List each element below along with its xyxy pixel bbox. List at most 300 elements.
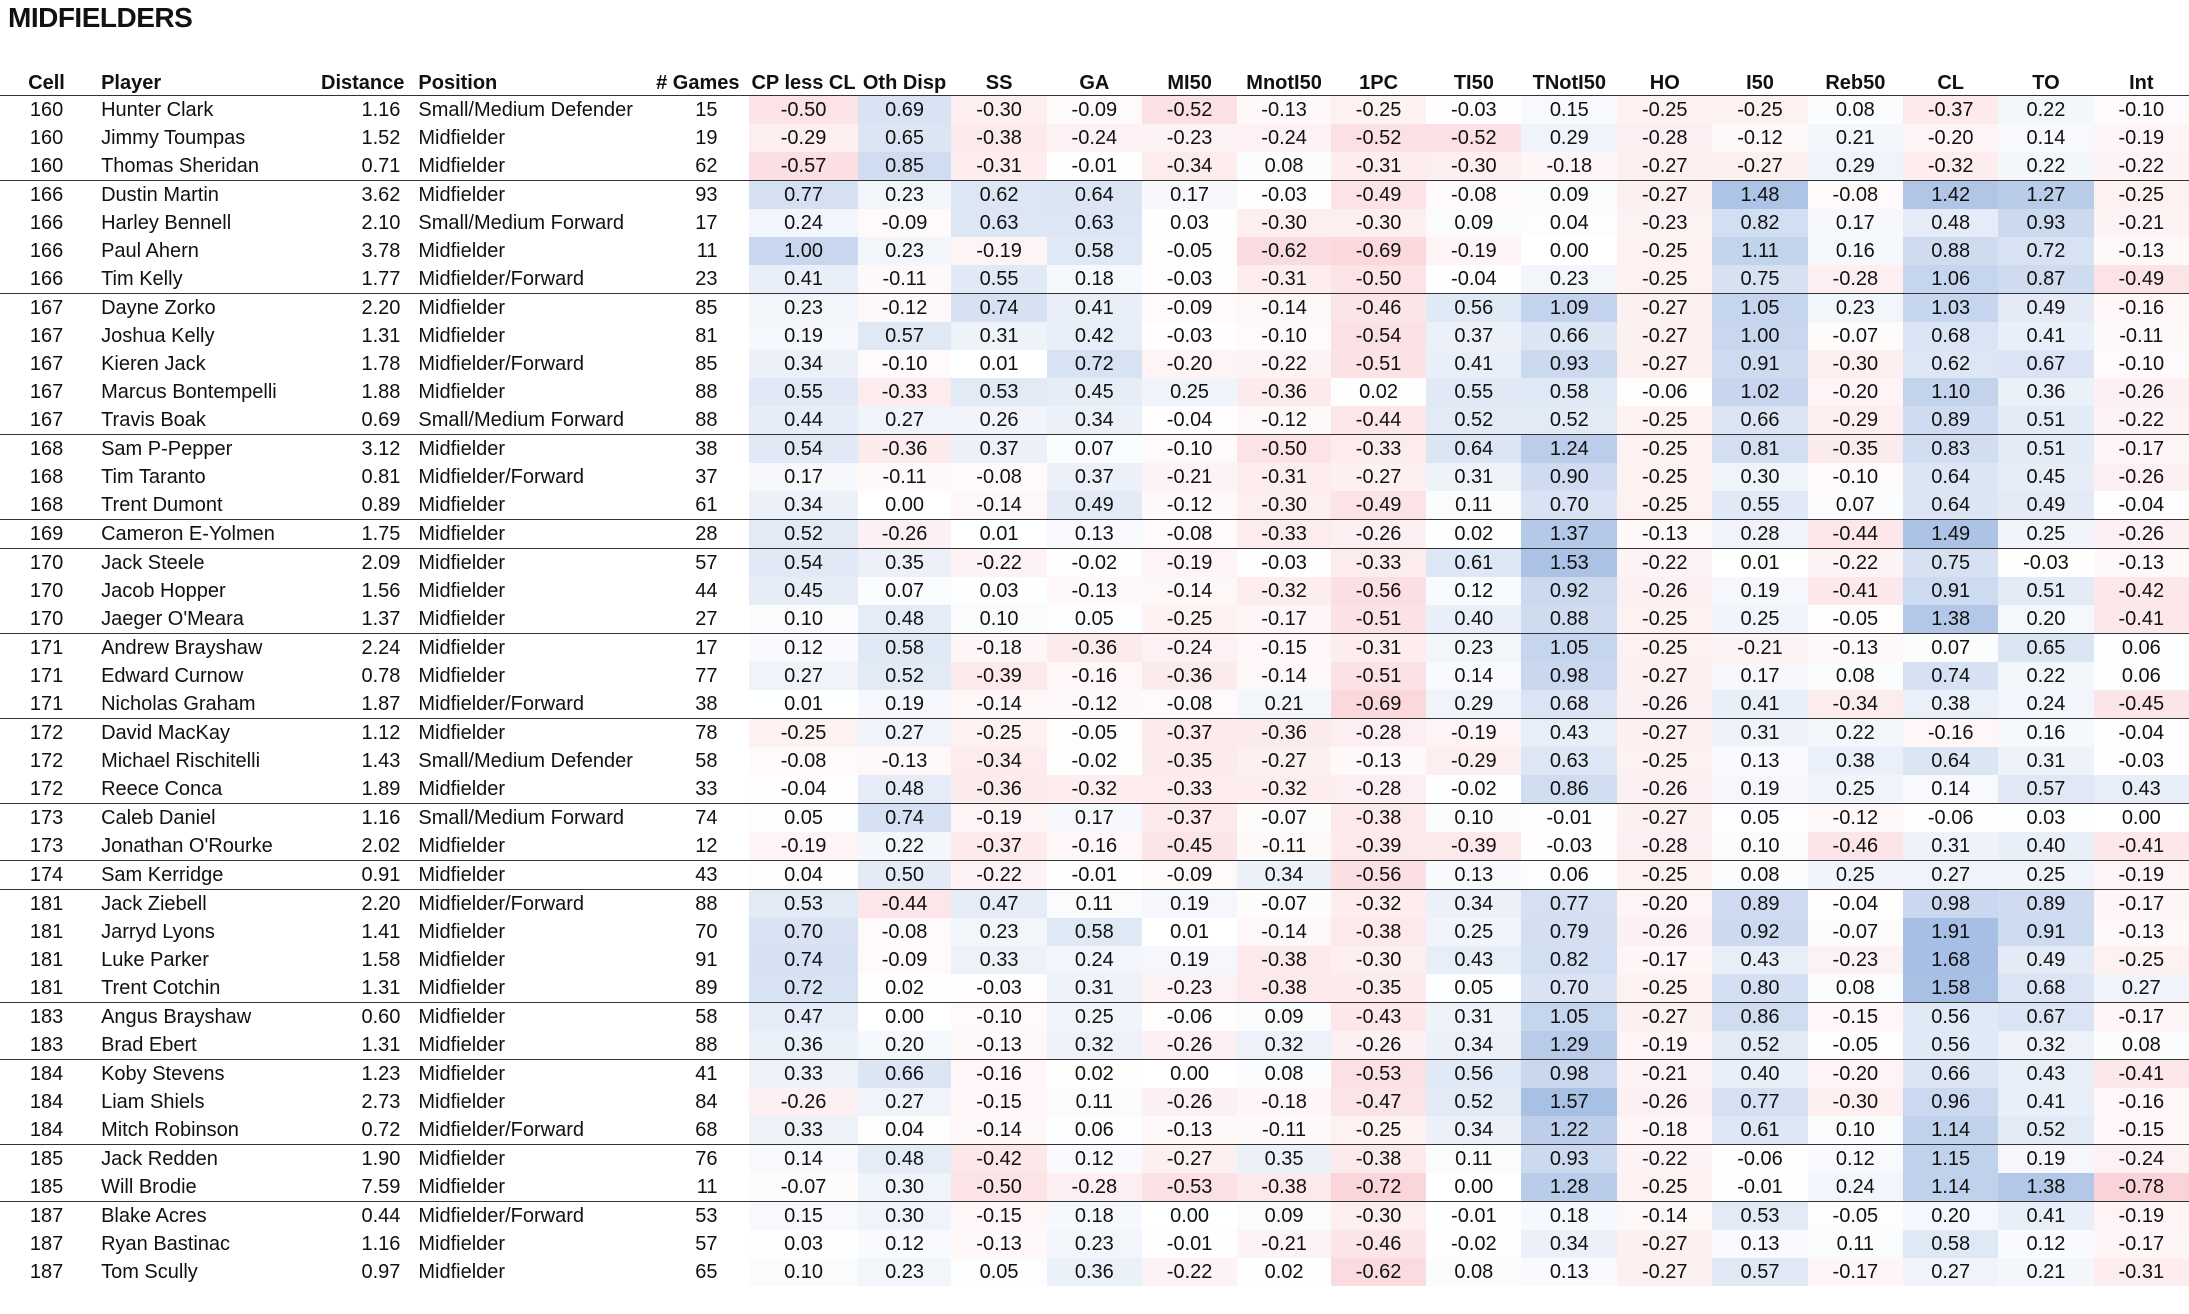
- stat-cell: 0.17: [1142, 181, 1237, 210]
- stat-cell: -0.27: [1617, 1258, 1712, 1286]
- stat-cell: -0.04: [1142, 406, 1237, 435]
- table-row: [0, 406, 2189, 435]
- stat-cell: 0.43: [1712, 946, 1807, 974]
- stat-cell: -0.10: [1237, 322, 1331, 350]
- stat-cell: 0.25: [1998, 861, 2093, 890]
- stat-cell: 0.00: [1521, 237, 1617, 265]
- distance-value: 1.90: [309, 1145, 415, 1174]
- stat-cell: 0.52: [1426, 1088, 1521, 1116]
- table-row: [0, 378, 2189, 406]
- stat-cell: -0.25: [1142, 605, 1237, 634]
- position-label: Midfielder: [418, 607, 506, 630]
- games-count: 77: [695, 664, 718, 687]
- stat-cell: 0.52: [1426, 406, 1521, 435]
- table-row: [0, 1116, 2189, 1145]
- stat-cell: 0.23: [858, 1258, 952, 1286]
- stat-cell: 0.19: [1712, 775, 1807, 804]
- games-count: 11: [696, 239, 718, 262]
- table-row: [0, 662, 2189, 690]
- distance-value: 1.31: [361, 1033, 401, 1056]
- games-count: 74: [654, 804, 749, 833]
- stat-cell: -0.52: [1426, 124, 1521, 152]
- stat-cell: 0.08: [1237, 1060, 1331, 1089]
- player-name: Blake Acres: [93, 1202, 309, 1231]
- stat-cell: -0.17: [1808, 1258, 1903, 1286]
- games-count: 68: [695, 1118, 718, 1141]
- stat-cell: 1.49: [1903, 520, 1998, 549]
- stat-cell: 0.64: [1903, 463, 1998, 491]
- cell-id: 183: [0, 1003, 93, 1032]
- stat-cell: 0.74: [858, 804, 952, 833]
- stat-cell: 1.27: [1998, 181, 2093, 210]
- games-count: 15: [695, 98, 718, 121]
- stat-cell: 0.66: [1521, 322, 1617, 350]
- column-header: SS: [951, 67, 1046, 96]
- stat-cell: -0.50: [749, 96, 857, 125]
- position-label: Midfielder: [414, 435, 654, 464]
- stat-cell: -0.07: [1808, 918, 1903, 946]
- stat-cell: -0.32: [1237, 577, 1331, 605]
- stat-cell: 0.51: [1998, 577, 2093, 605]
- games-count: 76: [654, 1145, 749, 1174]
- stat-cell: 0.01: [951, 350, 1046, 378]
- stat-cell: 0.43: [2094, 775, 2189, 804]
- column-header: HO: [1617, 67, 1712, 96]
- stat-cell: 0.27: [858, 1088, 952, 1116]
- cell-id: 184: [29, 1118, 64, 1141]
- distance-value: 1.75: [309, 520, 415, 549]
- stat-cell: -0.04: [2094, 719, 2189, 748]
- games-count: 23: [695, 267, 718, 290]
- stat-cell: 0.14: [1998, 124, 2093, 152]
- stat-cell: -0.13: [1617, 520, 1712, 549]
- cell-id: 171: [29, 692, 64, 715]
- table-row: [0, 974, 2189, 1003]
- stat-cell: 0.58: [1047, 918, 1142, 946]
- stat-cell: 0.09: [1237, 1003, 1331, 1032]
- stat-cell: 0.15: [1521, 96, 1617, 125]
- stat-cell: -0.51: [1331, 605, 1426, 634]
- stat-cell: 0.19: [1998, 1145, 2093, 1174]
- column-header: MI50: [1142, 67, 1237, 96]
- stat-cell: -0.53: [1142, 1173, 1237, 1202]
- stat-cell: -0.23: [1142, 974, 1237, 1003]
- player-name: Dustin Martin: [93, 181, 309, 210]
- cell-id: 181: [29, 976, 64, 999]
- table-row: [0, 690, 2189, 719]
- table-row: [0, 1088, 2189, 1116]
- stat-cell: -0.25: [1617, 747, 1712, 775]
- stat-cell: 0.66: [1712, 406, 1807, 435]
- player-name: David MacKay: [93, 719, 309, 748]
- stat-cell: -0.04: [1426, 265, 1521, 294]
- stat-cell: 0.23: [1521, 265, 1617, 294]
- stat-cell: 0.93: [1521, 350, 1617, 378]
- stat-cell: 0.45: [1998, 463, 2093, 491]
- distance-value: 0.97: [361, 1260, 401, 1283]
- stat-cell: 0.08: [1426, 1258, 1521, 1286]
- stat-cell: 0.31: [1426, 1003, 1521, 1032]
- stat-cell: -0.25: [749, 719, 857, 748]
- games-count: 88: [695, 380, 718, 403]
- stat-cell: 0.00: [2094, 804, 2189, 833]
- stat-cell: 0.30: [1712, 463, 1807, 491]
- cell-id: 187: [29, 1232, 64, 1255]
- stat-cell: 0.25: [1998, 520, 2093, 549]
- stat-cell: -0.13: [2094, 549, 2189, 578]
- stat-cell: -0.05: [1142, 237, 1237, 265]
- stat-cell: -0.25: [1617, 491, 1712, 520]
- table-row: [0, 1060, 2189, 1089]
- table-row: [0, 1173, 2189, 1202]
- stat-cell: -0.22: [951, 861, 1046, 890]
- distance-value: 1.16: [309, 804, 415, 833]
- stat-cell: -0.12: [1712, 124, 1807, 152]
- stat-cell: 0.25: [1142, 378, 1237, 406]
- stat-cell: 0.22: [1998, 152, 2093, 181]
- stat-cell: -0.25: [951, 719, 1046, 748]
- stat-cell: 0.88: [1903, 237, 1998, 265]
- stat-cell: -0.37: [1142, 804, 1237, 833]
- stat-cell: 0.31: [1712, 719, 1807, 748]
- stat-cell: -0.27: [1617, 1230, 1712, 1258]
- stat-cell: 1.68: [1903, 946, 1998, 974]
- stat-cell: 0.09: [1426, 209, 1521, 237]
- player-name: Tim Kelly: [101, 267, 183, 290]
- stat-cell: 0.52: [858, 662, 952, 690]
- stat-cell: 0.72: [1047, 350, 1142, 378]
- games-count: 57: [654, 549, 749, 578]
- stat-cell: -0.50: [1331, 265, 1426, 294]
- position-label: Midfielder: [418, 579, 506, 602]
- stat-cell: -0.30: [951, 96, 1046, 125]
- player-name: Marcus Bontempelli: [101, 380, 277, 403]
- stat-cell: 0.25: [1808, 861, 1903, 890]
- player-name: Nicholas Graham: [101, 692, 256, 715]
- stat-cell: 0.13: [1426, 861, 1521, 890]
- stat-cell: 0.61: [1712, 1116, 1807, 1145]
- stat-cell: -0.25: [1617, 1173, 1712, 1202]
- stat-cell: -0.62: [1331, 1258, 1426, 1286]
- games-count: 88: [695, 408, 718, 431]
- stat-cell: 0.55: [951, 265, 1046, 294]
- stat-cell: -0.47: [1331, 1088, 1426, 1116]
- stat-cell: 0.02: [858, 974, 952, 1003]
- games-count: 88: [654, 890, 749, 919]
- stat-cell: -0.25: [1712, 96, 1807, 125]
- stat-cell: -0.42: [951, 1145, 1046, 1174]
- stat-cell: -0.01: [1426, 1202, 1521, 1231]
- position-label: Midfielder: [414, 294, 654, 323]
- stat-cell: 0.09: [1521, 181, 1617, 210]
- stat-cell: -0.11: [2094, 322, 2189, 350]
- stat-cell: 0.34: [1426, 1116, 1521, 1145]
- stat-cell: -0.07: [1808, 322, 1903, 350]
- stat-cell: 0.82: [1521, 946, 1617, 974]
- games-count: 19: [695, 126, 718, 149]
- column-header: Int: [2094, 67, 2189, 96]
- player-name: Jonathan O'Rourke: [101, 834, 273, 857]
- player-name: Jack Ziebell: [93, 890, 309, 919]
- table-row: [0, 1031, 2189, 1060]
- stat-cell: 0.17: [1712, 662, 1807, 690]
- stat-cell: 0.68: [1998, 974, 2093, 1003]
- distance-value: 0.78: [361, 664, 401, 687]
- games-count: 58: [654, 1003, 749, 1032]
- stat-cell: -0.36: [1142, 662, 1237, 690]
- position-label: Midfielder: [418, 239, 506, 262]
- stat-cell: 0.04: [1521, 209, 1617, 237]
- stat-cell: -0.37: [1142, 719, 1237, 748]
- stat-cell: -0.25: [1617, 265, 1712, 294]
- stat-cell: 0.49: [1998, 946, 2093, 974]
- stat-cell: -0.49: [1331, 491, 1426, 520]
- distance-value: 0.81: [361, 465, 401, 488]
- cell-id: 167: [29, 380, 64, 403]
- stat-cell: -0.46: [1808, 832, 1903, 861]
- stat-cell: -0.38: [1331, 804, 1426, 833]
- stat-cell: 0.64: [1903, 491, 1998, 520]
- stat-cell: 0.13: [1521, 1258, 1617, 1286]
- position-label: Midfielder: [414, 634, 654, 663]
- stat-cell: -0.38: [1237, 946, 1331, 974]
- table-row: [0, 747, 2189, 775]
- position-label: Small/Medium Forward: [414, 804, 654, 833]
- stat-cell: -0.14: [1237, 294, 1331, 323]
- player-name: Sam Kerridge: [93, 861, 309, 890]
- stat-cell: -0.28: [1617, 124, 1712, 152]
- stat-cell: 0.54: [749, 549, 857, 578]
- stat-cell: 0.21: [1808, 124, 1903, 152]
- cell-id: 173: [0, 804, 93, 833]
- stat-cell: 0.63: [951, 209, 1046, 237]
- stat-cell: 0.27: [1903, 1258, 1998, 1286]
- stat-cell: -0.33: [1237, 520, 1331, 549]
- stat-cell: -0.26: [1617, 690, 1712, 719]
- stat-cell: 0.61: [1426, 549, 1521, 578]
- stat-cell: -0.25: [1331, 1116, 1426, 1145]
- stat-cell: -0.25: [1617, 463, 1712, 491]
- stat-cell: -0.50: [1237, 435, 1331, 464]
- distance-value: 1.87: [361, 692, 401, 715]
- stat-cell: -0.02: [1426, 1230, 1521, 1258]
- distance-value: 0.89: [361, 493, 401, 516]
- stat-cell: 0.37: [1047, 463, 1142, 491]
- cell-id: 185: [29, 1175, 64, 1198]
- stat-cell: 0.02: [1331, 378, 1426, 406]
- stat-cell: 0.88: [1521, 605, 1617, 634]
- cell-id: 185: [0, 1145, 93, 1174]
- stat-cell: 0.55: [749, 378, 857, 406]
- stat-cell: -0.09: [858, 946, 952, 974]
- stat-cell: 0.40: [1712, 1060, 1807, 1089]
- stat-cell: 0.12: [1998, 1230, 2093, 1258]
- stat-cell: -0.28: [1331, 719, 1426, 748]
- cell-id: 167: [29, 408, 64, 431]
- table-row: [0, 861, 2189, 890]
- player-name: Trent Dumont: [101, 493, 223, 516]
- stat-cell: 0.18: [1047, 265, 1142, 294]
- stat-cell: 1.42: [1903, 181, 1998, 210]
- table-row: [0, 463, 2189, 491]
- stat-cell: -0.16: [2094, 294, 2189, 323]
- stat-cell: -0.24: [2094, 1145, 2189, 1174]
- stat-cell: -0.23: [1808, 946, 1903, 974]
- cell-id: 187: [29, 1260, 64, 1283]
- stat-cell: 0.86: [1521, 775, 1617, 804]
- stat-cell: -0.21: [1712, 634, 1807, 663]
- stat-cell: 0.03: [749, 1230, 857, 1258]
- stat-cell: -0.45: [2094, 690, 2189, 719]
- stat-cell: 0.25: [1712, 605, 1807, 634]
- table-row: [0, 209, 2189, 237]
- stat-cell: -0.62: [1237, 237, 1331, 265]
- stat-cell: -0.78: [2094, 1173, 2189, 1202]
- stat-cell: -0.38: [1237, 1173, 1331, 1202]
- stat-cell: 0.62: [951, 181, 1046, 210]
- stat-cell: -0.27: [1331, 463, 1426, 491]
- stat-cell: -0.20: [1808, 1060, 1903, 1089]
- stat-cell: -0.19: [749, 832, 857, 861]
- column-header: GA: [1047, 67, 1142, 96]
- stat-cell: -0.18: [1237, 1088, 1331, 1116]
- stat-cell: -0.43: [1331, 1003, 1426, 1032]
- cell-id: 181: [0, 890, 93, 919]
- stat-cell: 0.70: [749, 918, 857, 946]
- stat-cell: 0.75: [1712, 265, 1807, 294]
- stat-cell: 0.91: [1903, 577, 1998, 605]
- distance-value: 2.20: [309, 294, 415, 323]
- distance-value: 1.23: [309, 1060, 415, 1089]
- stat-cell: 0.53: [951, 378, 1046, 406]
- stat-cell: -0.21: [2094, 209, 2189, 237]
- games-count: 28: [654, 520, 749, 549]
- distance-value: 1.37: [361, 607, 401, 630]
- stat-cell: 0.34: [749, 350, 857, 378]
- stat-cell: 0.23: [749, 294, 857, 323]
- stat-cell: 0.86: [1712, 1003, 1807, 1032]
- stat-cell: 0.98: [1903, 890, 1998, 919]
- stat-cell: -0.23: [1617, 209, 1712, 237]
- column-header: TO: [1998, 67, 2093, 96]
- position-label: Midfielder: [414, 719, 654, 748]
- stat-cell: 0.26: [951, 406, 1046, 435]
- stat-cell: -0.24: [1237, 124, 1331, 152]
- distance-value: 1.43: [361, 749, 401, 772]
- stat-cell: -0.21: [1142, 463, 1237, 491]
- table-row: [0, 520, 2189, 549]
- player-name: Jack Steele: [93, 549, 309, 578]
- stat-cell: 0.27: [1903, 861, 1998, 890]
- stat-cell: 0.56: [1903, 1003, 1998, 1032]
- stat-cell: 1.05: [1712, 294, 1807, 323]
- games-count: 27: [695, 607, 718, 630]
- stat-cell: 0.92: [1712, 918, 1807, 946]
- stat-cell: -0.25: [1617, 974, 1712, 1003]
- stat-cell: 0.16: [1998, 719, 2093, 748]
- distance-value: 1.16: [361, 1232, 401, 1255]
- stat-cell: 0.57: [858, 322, 952, 350]
- stat-cell: -0.19: [1617, 1031, 1712, 1060]
- cell-id: 170: [29, 579, 64, 602]
- stat-cell: 0.10: [951, 605, 1046, 634]
- distance-value: 2.02: [361, 834, 401, 857]
- cell-id: 181: [29, 948, 64, 971]
- player-name: Hunter Clark: [101, 98, 214, 121]
- player-name: Brad Ebert: [101, 1033, 197, 1056]
- position-label: Small/Medium Defender: [418, 98, 633, 121]
- stat-cell: -0.42: [2094, 577, 2189, 605]
- stat-cell: -0.20: [1617, 890, 1712, 919]
- stat-cell: -0.03: [1142, 265, 1237, 294]
- column-header: Position: [414, 67, 654, 96]
- stat-cell: 0.06: [1047, 1116, 1142, 1145]
- stat-cell: -0.41: [1808, 577, 1903, 605]
- stat-cell: -0.18: [1617, 1116, 1712, 1145]
- cell-id: 168: [0, 435, 93, 464]
- player-name: Tim Taranto: [101, 465, 206, 488]
- stat-cell: 0.43: [1998, 1060, 2093, 1089]
- player-name: Reece Conca: [101, 777, 223, 800]
- stat-cell: 0.42: [1047, 322, 1142, 350]
- stat-cell: 0.24: [1808, 1173, 1903, 1202]
- stat-cell: 0.08: [2094, 1031, 2189, 1060]
- stat-cell: -0.06: [1617, 378, 1712, 406]
- table-row: [0, 181, 2189, 210]
- column-header: I50: [1712, 67, 1807, 96]
- stat-cell: -0.08: [1142, 520, 1237, 549]
- position-label: Midfielder: [418, 1175, 506, 1198]
- stat-cell: 0.36: [749, 1031, 857, 1060]
- stat-cell: -0.12: [1142, 491, 1237, 520]
- stat-cell: 0.01: [951, 520, 1046, 549]
- stat-cell: 0.74: [951, 294, 1046, 323]
- position-label: Midfielder: [418, 920, 506, 943]
- stat-cell: -0.26: [1331, 520, 1426, 549]
- stat-cell: -0.03: [1426, 96, 1521, 125]
- stat-cell: 0.37: [951, 435, 1046, 464]
- stat-cell: 0.03: [951, 577, 1046, 605]
- stat-cell: 0.12: [1808, 1145, 1903, 1174]
- stat-cell: 0.11: [1047, 1088, 1142, 1116]
- stat-cell: 0.77: [1712, 1088, 1807, 1116]
- stat-cell: 0.58: [1903, 1230, 1998, 1258]
- stat-cell: -0.17: [1237, 605, 1331, 634]
- stat-cell: 0.93: [1998, 209, 2093, 237]
- stat-cell: -0.25: [1617, 605, 1712, 634]
- games-count: 17: [654, 634, 749, 663]
- table-row: [0, 124, 2189, 152]
- stat-cell: 0.25: [1808, 775, 1903, 804]
- stat-cell: -0.23: [1142, 124, 1237, 152]
- stat-cell: 0.91: [1998, 918, 2093, 946]
- cell-id: 166: [29, 211, 64, 234]
- stat-cell: -0.26: [1142, 1031, 1237, 1060]
- distance-value: 0.60: [309, 1003, 415, 1032]
- stat-cell: -0.08: [749, 747, 857, 775]
- stat-cell: 0.49: [1998, 491, 2093, 520]
- stat-cell: -0.39: [1331, 832, 1426, 861]
- cell-id: 174: [0, 861, 93, 890]
- stat-cell: 0.87: [1998, 265, 2093, 294]
- stat-cell: -0.22: [1808, 549, 1903, 578]
- stat-cell: 0.19: [1142, 890, 1237, 919]
- stat-cell: 0.12: [1047, 1145, 1142, 1174]
- stat-cell: 0.24: [1998, 690, 2093, 719]
- stat-cell: 1.29: [1521, 1031, 1617, 1060]
- table-row: [0, 491, 2189, 520]
- page-title: MIDFIELDERS: [8, 2, 193, 33]
